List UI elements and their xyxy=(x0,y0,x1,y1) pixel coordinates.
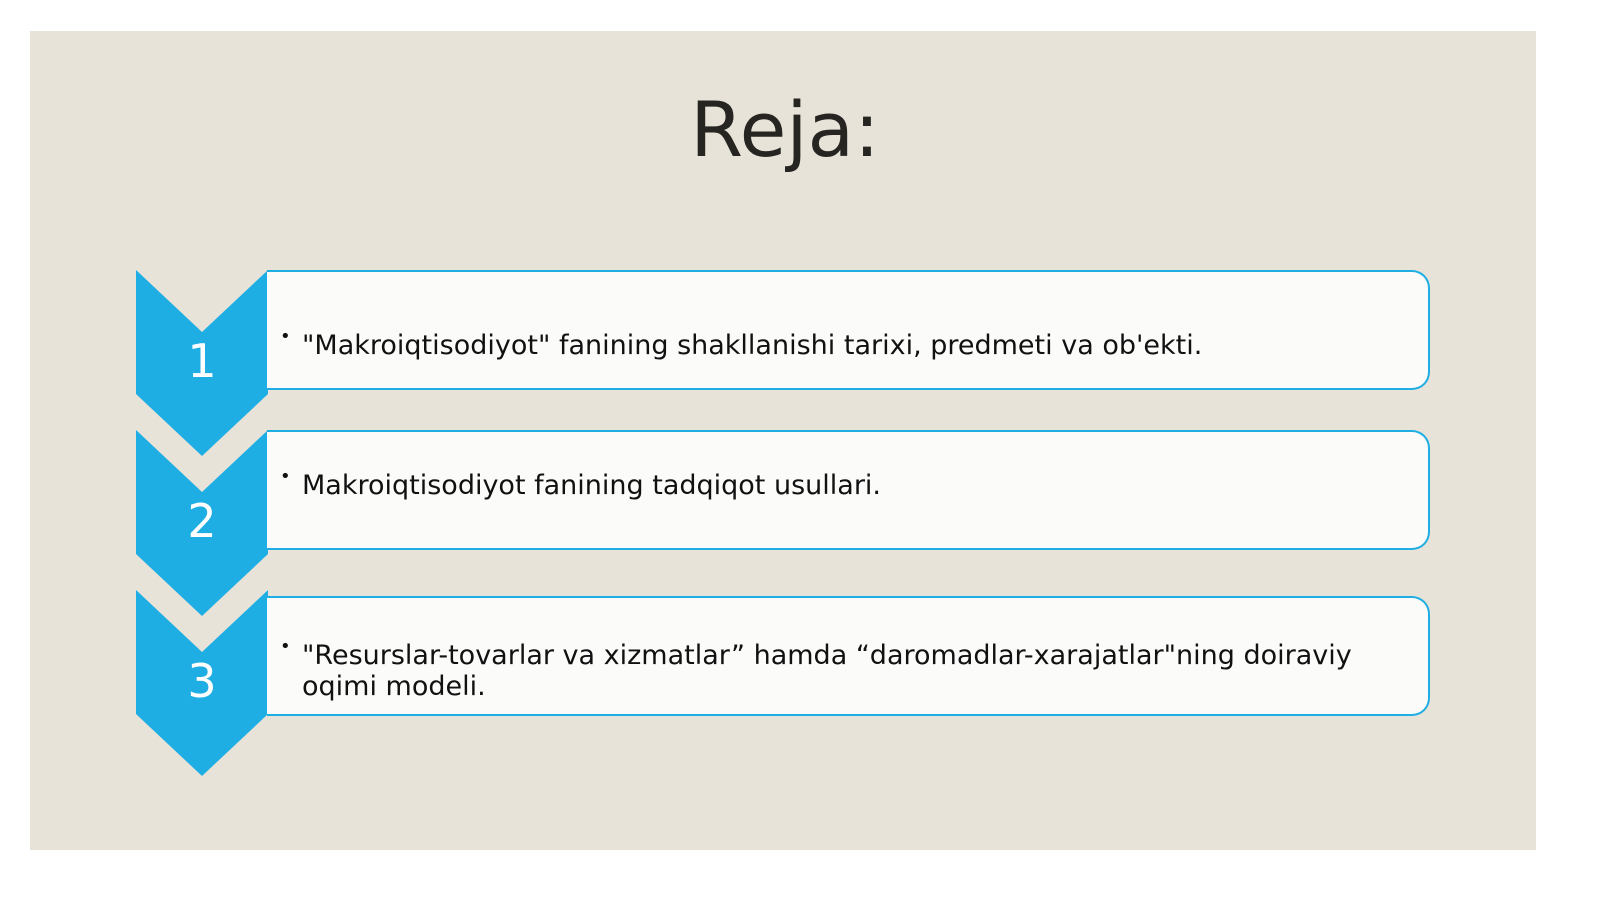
chevron-1 xyxy=(136,270,268,456)
chevron-1-number: 1 xyxy=(187,334,217,388)
bullet-icon: • xyxy=(280,326,291,347)
list-item-2 xyxy=(280,466,1390,501)
chevron-2-number: 2 xyxy=(187,494,217,548)
list-item-1 xyxy=(280,326,1390,361)
list-item-3-text: "Resurslar-tovarlar va xizmatlar” hamda “daromadlar-xarajatlar"ning doiraviy oqimi modeli. xyxy=(302,640,1352,702)
list-item-3 xyxy=(280,636,1390,702)
slide-title: Reja: xyxy=(690,85,880,174)
bullet-icon: • xyxy=(280,636,291,657)
chevron-2 xyxy=(136,430,268,616)
chevron-3-number: 3 xyxy=(187,654,217,708)
list-item-2-text: Makroiqtisodiyot fanining tadqiqot usullari. xyxy=(302,470,881,501)
bullet-icon: • xyxy=(280,466,291,487)
chevron-3 xyxy=(136,590,268,776)
list-item-1-text: "Makroiqtisodiyot" fanining shakllanishi tarixi, predmeti va ob'ekti. xyxy=(302,330,1203,361)
